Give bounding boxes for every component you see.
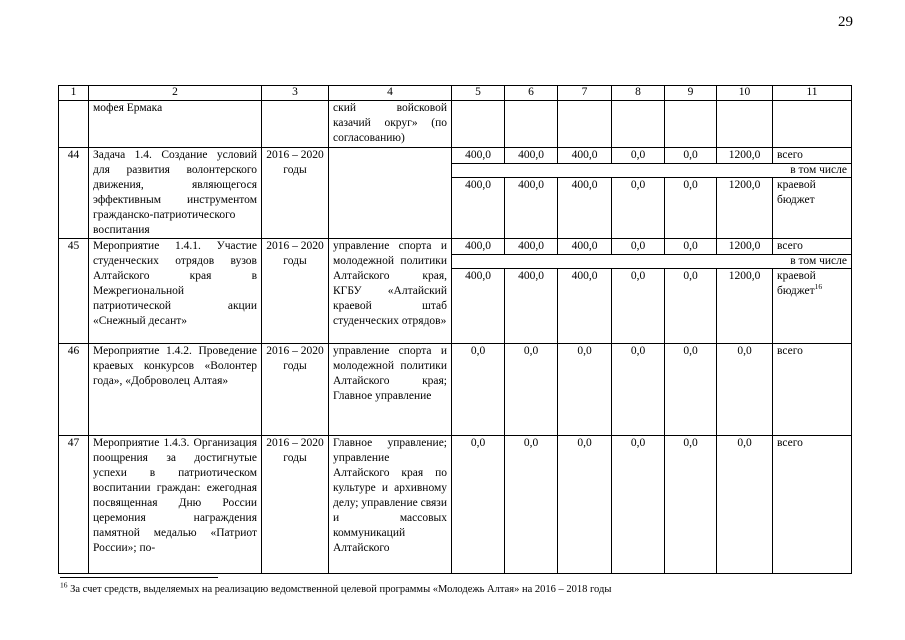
value-cell: 1200,0 bbox=[717, 178, 773, 239]
col-header: 5 bbox=[452, 86, 505, 101]
header-row bbox=[59, 86, 852, 101]
row-number: 44 bbox=[59, 148, 89, 239]
page-number: 29 bbox=[838, 14, 853, 30]
col-header: 4 bbox=[329, 86, 452, 101]
value-cell: 400,0 bbox=[558, 239, 612, 255]
value-cell: 0,0 bbox=[665, 239, 717, 255]
col-header: 9 bbox=[665, 86, 717, 101]
col-header: 6 bbox=[505, 86, 558, 101]
funding-source: краевой бюджет bbox=[773, 178, 852, 239]
value-cell: 400,0 bbox=[452, 239, 505, 255]
row-number: 45 bbox=[59, 239, 89, 344]
table-row bbox=[59, 101, 852, 148]
footnote-text: За счет средств, выделяемых на реализацию ведомственной целевой программы «Молодежь Алтая» на 2016 – 2018 годы bbox=[67, 584, 612, 595]
row-executor: управление спорта и молодежной политики Алтайского края, КГБУ «Алтайский краевой штаб студенческих отрядов» bbox=[329, 239, 452, 344]
table-row bbox=[59, 344, 852, 436]
value-cell: 400,0 bbox=[452, 178, 505, 239]
row-text: Мероприятие 1.4.3. Организация поощрения за достигнутые успехи в патриотическом воспитании граждан: ежегодная посвященная Дню России церемония награждения памятной медалью «Патриот России»; по- bbox=[89, 436, 262, 574]
value-cell: 400,0 bbox=[505, 178, 558, 239]
funding-source: в том числе bbox=[452, 164, 852, 178]
value-cell: 400,0 bbox=[558, 148, 612, 164]
value-cell: 1200,0 bbox=[717, 148, 773, 164]
row-executor: ский войсковой казачий округ» (по согласованию) bbox=[329, 101, 452, 148]
row-executor: управление спорта и молодежной политики Алтайского края; Главное управление bbox=[329, 344, 452, 436]
value-cell: 0,0 bbox=[612, 344, 665, 436]
row-number: 47 bbox=[59, 436, 89, 574]
value-cell: 0,0 bbox=[665, 148, 717, 164]
value-cell: 400,0 bbox=[558, 269, 612, 344]
row-executor: Главное управление; управление Алтайского края по культуре и архивному делу; управление связи и массовых коммуникаций Алтайского bbox=[329, 436, 452, 574]
value-cell: 0,0 bbox=[665, 178, 717, 239]
funding-source: всего bbox=[773, 436, 852, 574]
funding-source: всего bbox=[773, 239, 852, 255]
row-text: Мероприятие 1.4.2. Проведение краевых конкурсов «Волонтер года», «Доброволец Алтая» bbox=[89, 344, 262, 436]
value-cell: 0,0 bbox=[717, 436, 773, 574]
footnote-ref: 16 bbox=[814, 282, 823, 292]
table-row bbox=[59, 436, 852, 574]
value-cell: 0,0 bbox=[612, 148, 665, 164]
value-cell: 0,0 bbox=[665, 344, 717, 436]
value-cell: 0,0 bbox=[505, 436, 558, 574]
col-header: 10 bbox=[717, 86, 773, 101]
col-header: 11 bbox=[773, 86, 852, 101]
value-cell: 0,0 bbox=[558, 436, 612, 574]
value-cell: 400,0 bbox=[558, 178, 612, 239]
funding-source: в том числе bbox=[452, 255, 852, 269]
col-header: 7 bbox=[558, 86, 612, 101]
row-years: 2016 – 2020 годы bbox=[262, 436, 329, 574]
row-years: 2016 – 2020 годы bbox=[262, 239, 329, 344]
row-executor bbox=[329, 148, 452, 239]
program-table bbox=[58, 85, 852, 574]
col-header: 2 bbox=[89, 86, 262, 101]
row-text: Мероприятие 1.4.1. Участие студенческих отрядов вузов Алтайского края в Межрегиональной патриотической акции «Снежный десант» bbox=[89, 239, 262, 344]
value-cell: 0,0 bbox=[452, 344, 505, 436]
value-cell: 0,0 bbox=[612, 436, 665, 574]
value-cell: 0,0 bbox=[612, 178, 665, 239]
footnote bbox=[60, 580, 612, 596]
funding-source-label: краевой бюджет bbox=[777, 270, 816, 297]
row-number: 46 bbox=[59, 344, 89, 436]
value-cell: 400,0 bbox=[505, 148, 558, 164]
value-cell: 400,0 bbox=[452, 269, 505, 344]
value-cell: 400,0 bbox=[505, 239, 558, 255]
table-row bbox=[59, 239, 852, 255]
value-cell: 0,0 bbox=[612, 239, 665, 255]
funding-source bbox=[773, 269, 852, 344]
value-cell: 0,0 bbox=[505, 344, 558, 436]
col-header: 1 bbox=[59, 86, 89, 101]
value-cell: 0,0 bbox=[717, 344, 773, 436]
value-cell: 400,0 bbox=[452, 148, 505, 164]
footnote-divider bbox=[60, 577, 218, 578]
col-header: 8 bbox=[612, 86, 665, 101]
table-row bbox=[59, 148, 852, 164]
row-years: 2016 – 2020 годы bbox=[262, 148, 329, 239]
footnote-mark: 16 bbox=[60, 580, 68, 590]
value-cell: 0,0 bbox=[665, 436, 717, 574]
value-cell: 400,0 bbox=[505, 269, 558, 344]
row-text: Задача 1.4. Создание условий для развития волонтерского движения, являющегося эффективным инструментом гражданско-патриотического воспитания bbox=[89, 148, 262, 239]
value-cell: 0,0 bbox=[612, 269, 665, 344]
value-cell: 1200,0 bbox=[717, 239, 773, 255]
row-text: мофея Ермака bbox=[89, 101, 262, 148]
value-cell: 1200,0 bbox=[717, 269, 773, 344]
funding-source: всего bbox=[773, 344, 852, 436]
row-years: 2016 – 2020 годы bbox=[262, 344, 329, 436]
col-header: 3 bbox=[262, 86, 329, 101]
funding-source: всего bbox=[773, 148, 852, 164]
value-cell: 0,0 bbox=[452, 436, 505, 574]
value-cell: 0,0 bbox=[665, 269, 717, 344]
value-cell: 0,0 bbox=[558, 344, 612, 436]
